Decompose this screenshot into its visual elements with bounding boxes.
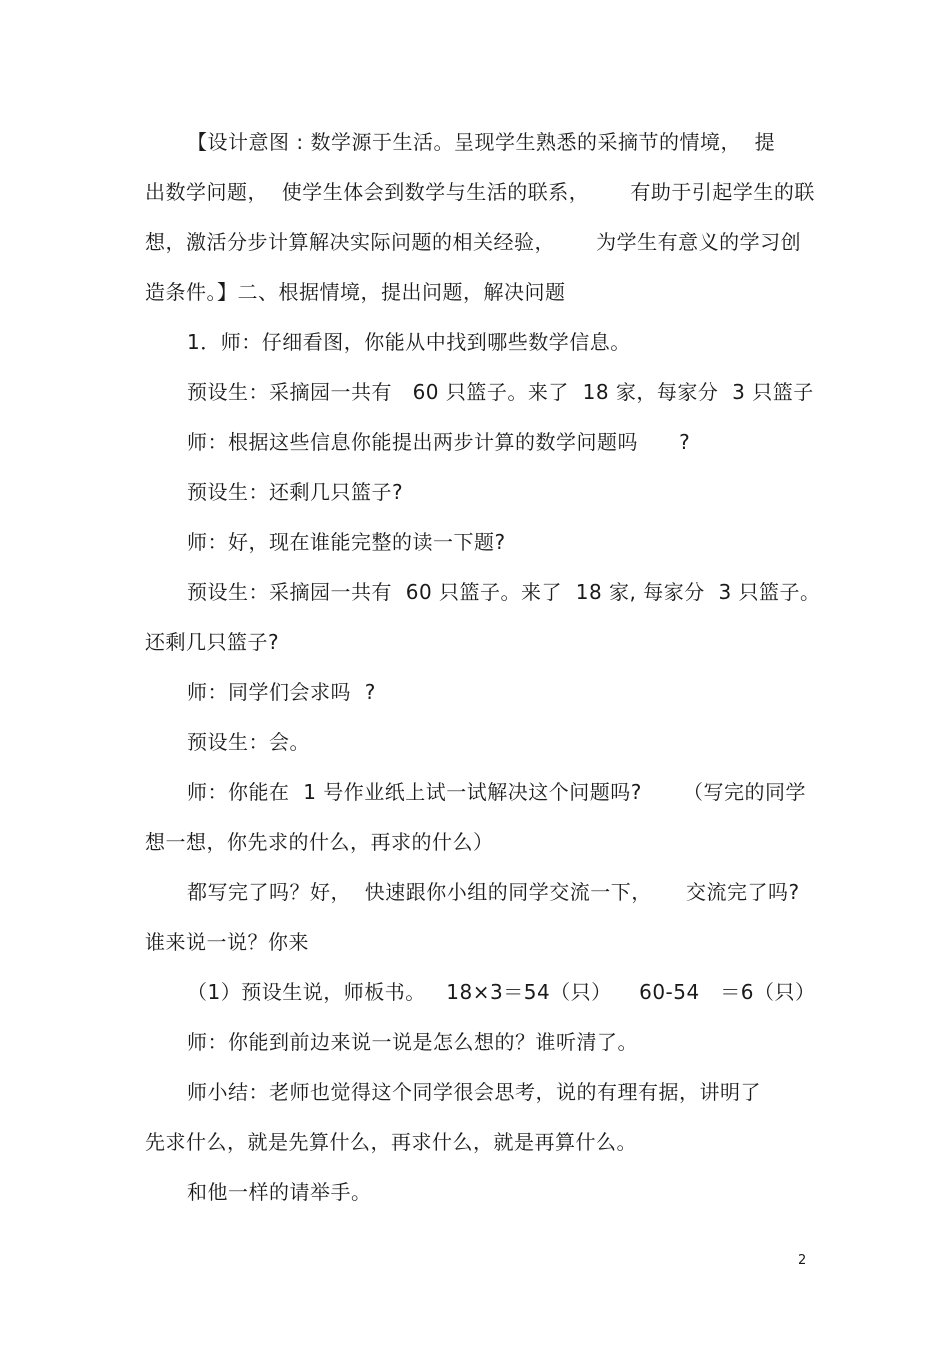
paragraph-line: 师：好，现在谁能完整的读一下题? <box>187 530 506 554</box>
paragraph-line: 和他一样的请举手。 <box>187 1180 372 1204</box>
paragraph-line: 出数学问题， 使学生体会到数学与生活的联系， 有助于引起学生的联 <box>145 180 815 204</box>
paragraph-line: 预设生：会。 <box>187 730 310 754</box>
paragraph-line: 想，激活分步计算解决实际问题的相关经验， 为学生有意义的学习创 <box>145 230 802 254</box>
paragraph-line: 【设计意图 : 数学源于生活。呈现学生熟悉的采摘节的情境， 提 <box>187 130 776 154</box>
paragraph-line: 先求什么，就是先算什么，再求什么，就是再算什么。 <box>145 1130 637 1154</box>
paragraph-line: 1．师：仔细看图，你能从中找到哪些数学信息。 <box>187 330 631 354</box>
paragraph-line: （1）预设生说，师板书。 18×3＝54（只） 60-54 ＝6（只） <box>187 980 816 1004</box>
paragraph-line: 预设生：还剩几只篮子? <box>187 480 404 504</box>
paragraph-line: 还剩几只篮子? <box>145 630 280 654</box>
page-number: 2 <box>798 1253 807 1268</box>
paragraph-line: 师：同学们会求吗 ? <box>187 680 376 704</box>
paragraph-line: 造条件。】二、根据情境，提出问题，解决问题 <box>145 280 566 304</box>
paragraph-line: 想一想，你先求的什么，再求的什么） <box>145 830 494 854</box>
paragraph-line: 预设生：采摘园一共有 60 只篮子。来了 18 家，每家分 3 只篮子 <box>187 380 814 404</box>
paragraph-line: 都写完了吗？好， 快速跟你小组的同学交流一下， 交流完了吗? <box>187 880 800 904</box>
paragraph-line: 师：根据这些信息你能提出两步计算的数学问题吗 ? <box>187 430 691 454</box>
paragraph-line: 师：你能在 1 号作业纸上试一试解决这个问题吗? （写完的同学 <box>187 780 807 804</box>
paragraph-line: 师：你能到前边来说一说是怎么想的？谁听清了。 <box>187 1030 638 1054</box>
paragraph-line: 师小结：老师也觉得这个同学很会思考，说的有理有据，讲明了 <box>187 1080 761 1104</box>
paragraph-line: 预设生：采摘园一共有 60 只篮子。来了 18 家, 每家分 3 只篮子。 <box>187 580 821 604</box>
paragraph-line: 谁来说一说？你来 <box>145 930 309 954</box>
